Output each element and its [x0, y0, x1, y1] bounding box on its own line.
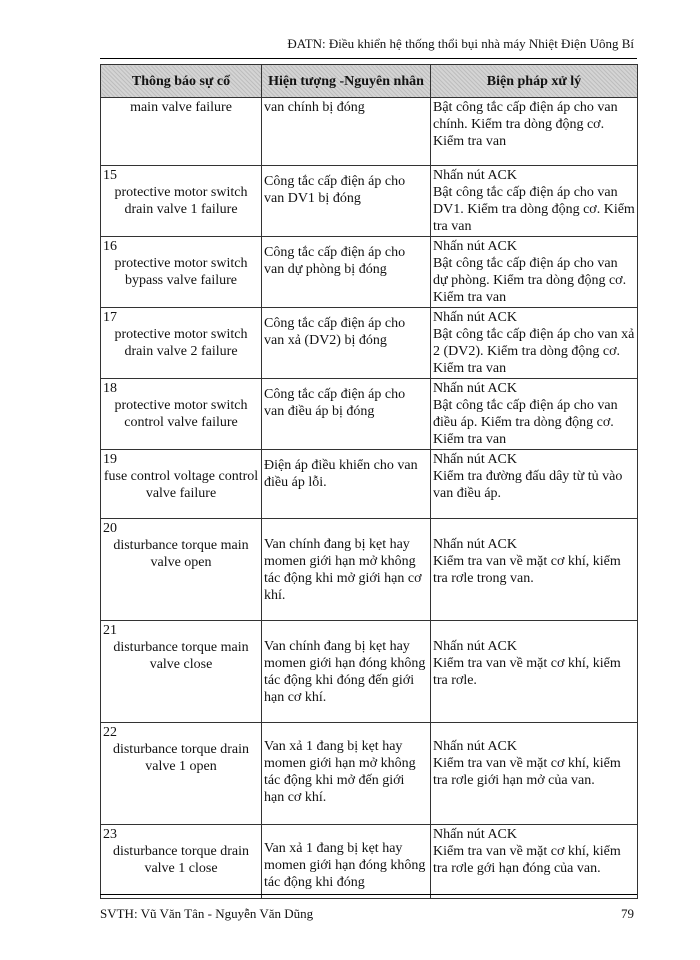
table-row [101, 166, 638, 237]
page-number: 79 [621, 906, 634, 921]
table-row [101, 308, 638, 379]
fault-number: 21 [103, 623, 117, 638]
fault-number: 19 [103, 452, 117, 467]
fault-cell [101, 98, 262, 166]
table-row [101, 621, 638, 723]
fault-number: 18 [103, 381, 117, 396]
action-cell: Nhấn nút ACK Bật công tắc cấp điện áp cho van điều áp. Kiểm tra dòng động cơ. Kiểm tra van [431, 379, 638, 450]
fault-number: 16 [103, 239, 117, 254]
column-header-action: Biện pháp xử lý [431, 65, 638, 98]
fault-message: main valve failure [130, 100, 232, 115]
table-header-row [101, 65, 638, 98]
cause-cell: Van chính đang bị kẹt hay momen giới hạn mở không tác động khi mở giới hạn cơ khí. [262, 519, 431, 621]
fault-cell [101, 308, 262, 379]
fault-cell [101, 166, 262, 237]
action-cell: Bật công tắc cấp điện áp cho van chính. Kiểm tra dòng động cơ. Kiểm tra van [431, 98, 638, 166]
action-cell: Nhấn nút ACK Kiểm tra van về mặt cơ khí, kiểm tra rơle gới hạn đóng của van. [431, 825, 638, 899]
fault-message: disturbance torque drain valve 1 open [112, 742, 250, 774]
table-row [101, 237, 638, 308]
table-row [101, 519, 638, 621]
fault-message: protective motor switch drain valve 2 failure [114, 327, 248, 359]
fault-number: 15 [103, 168, 117, 183]
fault-table [100, 64, 638, 899]
table-row [101, 825, 638, 899]
footer-divider [100, 894, 637, 895]
footer-authors: SVTH: Vũ Văn Tân - Nguyễn Văn Dũng [100, 906, 314, 921]
fault-message: protective motor switch drain valve 1 failure [114, 185, 248, 217]
cause-cell: van chính bị đóng [262, 98, 431, 166]
action-cell: Nhấn nút ACK Kiểm tra đường đấu dây từ tủ vào van điều áp. [431, 450, 638, 519]
fault-cell [101, 825, 262, 899]
fault-cell [101, 450, 262, 519]
action-cell: Nhấn nút ACK Bật công tắc cấp điện áp cho van DV1. Kiểm tra dòng động cơ. Kiểm tra van [431, 166, 638, 237]
fault-cell [101, 519, 262, 621]
fault-cell [101, 379, 262, 450]
header-divider [100, 58, 637, 59]
cause-cell: Điện áp điều khiển cho van điều áp lỗi. [262, 450, 431, 519]
fault-message: protective motor switch control valve failure [114, 398, 248, 430]
running-header: ĐATN: Điều khiển hệ thống thổi bụi nhà máy Nhiệt Điện Uông Bí [287, 36, 634, 51]
table-row [101, 450, 638, 519]
cause-cell: Van chính đang bị kẹt hay momen giới hạn đóng không tác động khi đóng đến giới hạn cơ khí. [262, 621, 431, 723]
action-cell: Nhấn nút ACK Kiểm tra van về mặt cơ khí, kiểm tra rơle. [431, 621, 638, 723]
action-cell: Nhấn nút ACK Kiểm tra van về mặt cơ khí, kiểm tra rơle giới hạn mở của van. [431, 723, 638, 825]
table-row [101, 379, 638, 450]
fault-number: 23 [103, 827, 117, 842]
cause-cell: Công tắc cấp điện áp cho van điều áp bị đóng [262, 379, 431, 450]
cause-cell: Van xả 1 đang bị kẹt hay momen giới hạn đóng không tác động khi đóng [262, 825, 431, 899]
cause-cell: Công tắc cấp điện áp cho van xả (DV2) bị đóng [262, 308, 431, 379]
fault-message: protective motor switch bypass valve failure [114, 256, 248, 288]
cause-cell: Công tắc cấp điện áp cho van DV1 bị đóng [262, 166, 431, 237]
fault-cell [101, 237, 262, 308]
fault-cell [101, 723, 262, 825]
action-cell: Nhấn nút ACK Bật công tắc cấp điện áp cho van xả 2 (DV2). Kiểm tra dòng động cơ. Kiểm tra van [431, 308, 638, 379]
table-row [101, 98, 638, 166]
action-cell: Nhấn nút ACK Bật công tắc cấp điện áp cho van dự phòng. Kiểm tra dòng động cơ. Kiểm tra van [431, 237, 638, 308]
cause-cell: Van xả 1 đang bị kẹt hay momen giới hạn mở không tác động khi mở đến giới hạn cơ khí. [262, 723, 431, 825]
fault-number: 20 [103, 521, 117, 536]
table-row [101, 723, 638, 825]
fault-cell [101, 621, 262, 723]
column-header-fault: Thông báo sự cố [101, 65, 262, 98]
fault-message: disturbance torque main valve open [113, 538, 249, 570]
column-header-cause: Hiện tượng -Nguyên nhân [262, 65, 431, 98]
fault-message: disturbance torque main valve close [113, 640, 249, 672]
action-cell: Nhấn nút ACK Kiểm tra van về mặt cơ khí, kiểm tra rơle trong van. [431, 519, 638, 621]
fault-message: fuse control voltage control valve failure [103, 469, 259, 501]
fault-message: disturbance torque drain valve 1 close [112, 844, 250, 876]
fault-number: 22 [103, 725, 117, 740]
fault-number: 17 [103, 310, 117, 325]
cause-cell: Công tắc cấp điện áp cho van dự phòng bị đóng [262, 237, 431, 308]
